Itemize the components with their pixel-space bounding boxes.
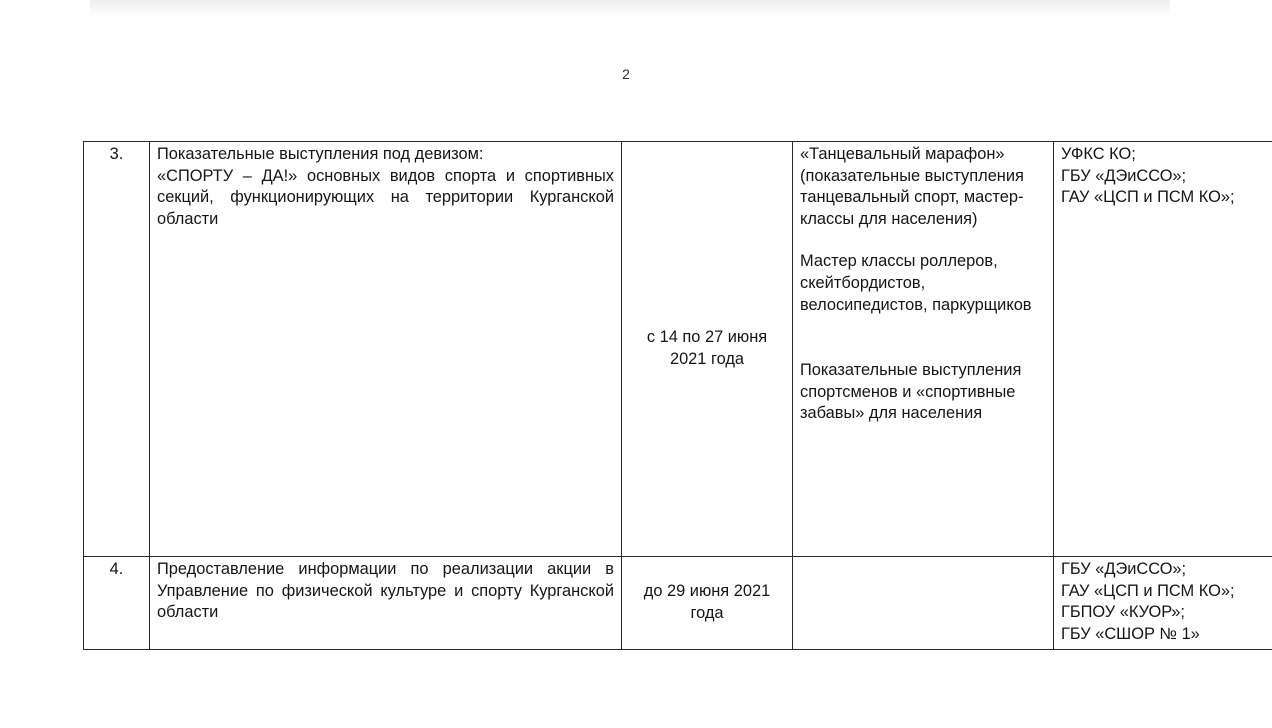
event-item: Мастер классы роллеров, скейтбордистов, велосипедистов, паркурщиков xyxy=(800,252,1032,314)
organizer: ГБУ «ДЭиССО»; xyxy=(1061,560,1187,578)
organizer: ГБПОУ «КУОР»; xyxy=(1061,603,1185,622)
organizer: УФКС КО; xyxy=(1061,145,1136,163)
page-number: 2 xyxy=(622,66,630,82)
event-item: Показательные выступления спортсменов и «спортивные забавы» для населения xyxy=(800,361,1022,423)
events-cell xyxy=(793,142,1054,557)
organizer: ГАУ «ЦСП и ПСМ КО»; xyxy=(1061,188,1235,207)
date-text: до 29 июня 2021 года xyxy=(643,582,771,622)
row-number: 3. xyxy=(84,142,150,557)
activity-text: Показательные выступления под девизом: xyxy=(157,145,484,163)
activity-cell xyxy=(150,142,622,557)
organizer: ГБУ «ДЭиССО»; xyxy=(1061,166,1187,185)
activity-text: Предоставление информации по реализации акции в Управление по физической культуре и спорту Курганской области xyxy=(157,560,614,622)
events-cell xyxy=(793,557,1054,650)
event-plan-table xyxy=(83,141,1272,650)
row-number: 4. xyxy=(84,557,150,650)
table-row xyxy=(84,142,1272,557)
date-cell xyxy=(622,142,793,557)
event-item: «Танцевальный марафон» (показательные выступления танцевальный спорт, мастер-классы для населения) xyxy=(800,145,1024,228)
scan-artifact xyxy=(90,0,1170,16)
date-text: с 14 по 27 июня 2021 года xyxy=(646,328,768,368)
organizer: ГБУ «СШОР № 1» xyxy=(1061,624,1200,643)
activity-text: «СПОРТУ – ДА!» основных видов спорта и спортивных секций, функционирующих на территории Курганской области xyxy=(157,166,614,228)
table-row xyxy=(84,557,1272,650)
activity-cell xyxy=(150,557,622,650)
organizer: ГАУ «ЦСП и ПСМ КО»; xyxy=(1061,581,1235,600)
date-cell xyxy=(622,557,793,650)
organizers-cell xyxy=(1054,557,1272,650)
organizers-cell xyxy=(1054,142,1272,557)
